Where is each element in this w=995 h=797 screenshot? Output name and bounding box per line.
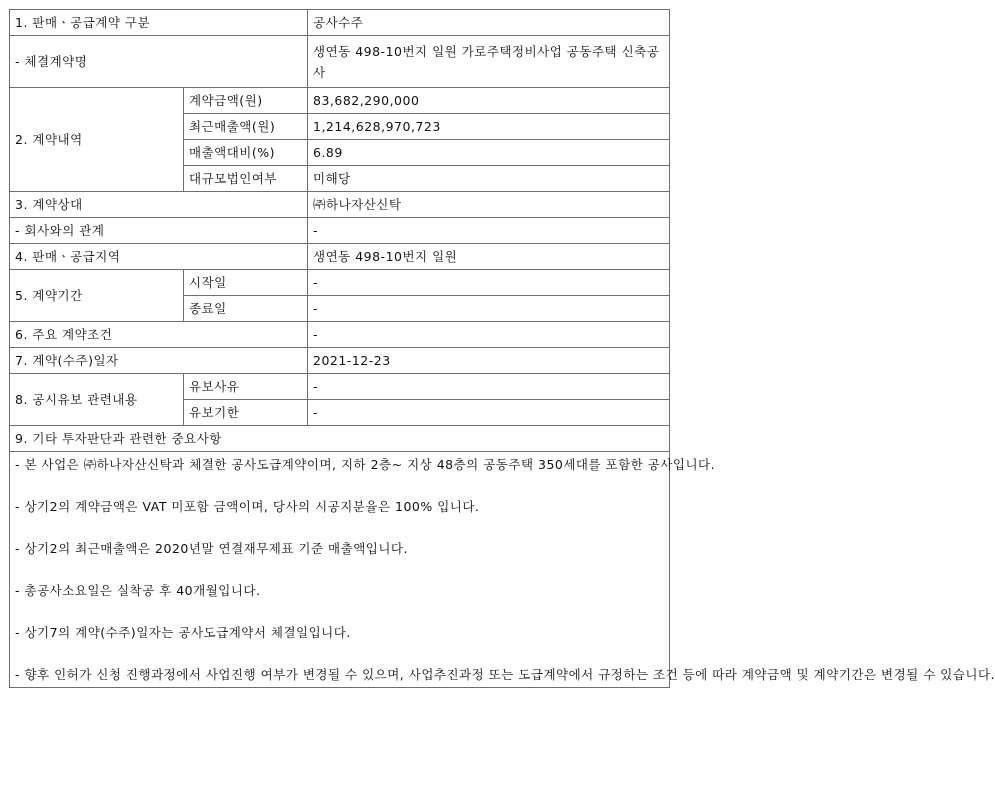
row-contract-date	[10, 348, 670, 374]
other-label: 9. 기타 투자판단과 관련한 중요사항	[10, 426, 670, 452]
row-contract-amount	[10, 88, 670, 114]
row-deferral-reason	[10, 374, 670, 400]
contract-details-label: 2. 계약내역	[10, 88, 184, 192]
note-item: - 본 사업은 ㈜하나자산신탁과 체결한 공사도급계약이며, 지하 2층~ 지상 48층의 공동주택 350세대를 포함한 공사입니다.	[15, 457, 716, 472]
contract-name-label: - 체결계약명	[10, 36, 308, 88]
region-label: 4. 판매ㆍ공급지역	[10, 244, 308, 270]
row-sales-type	[10, 10, 670, 36]
period-start-label: 시작일	[184, 270, 308, 296]
row-relationship	[10, 218, 670, 244]
row-counterparty	[10, 192, 670, 218]
main-terms-value: -	[308, 322, 670, 348]
deferral-deadline-value: -	[308, 400, 670, 426]
note-item: - 향후 인허가 신청 진행과정에서 사업진행 여부가 변경될 수 있으며, 사업추진과정 또는 도급계약에서 규정하는 조건 등에 따라 계약금액 및 계약기간은 변경될 수 있습니다.	[15, 667, 995, 682]
note-item: - 상기7의 계약(수주)일자는 공사도급계약서 체결일입니다.	[15, 625, 351, 640]
deferral-label: 8. 공시유보 관련내용	[10, 374, 184, 426]
row-region	[10, 244, 670, 270]
sales-ratio-value: 6.89	[308, 140, 670, 166]
contract-name-value: 생연동 498-10번지 일원 가로주택정비사업 공동주택 신축공사	[308, 36, 670, 88]
row-other-header	[10, 426, 670, 452]
contract-amount-value: 83,682,290,000	[308, 88, 670, 114]
disclosure-table	[9, 9, 995, 688]
sales-type-value: 공사수주	[308, 10, 670, 36]
note-item: - 상기2의 계약금액은 VAT 미포함 금액이며, 당사의 시공지분율은 100% 입니다.	[15, 499, 480, 514]
large-corp-value: 미해당	[308, 166, 670, 192]
row-main-terms	[10, 322, 670, 348]
region-value: 생연동 498-10번지 일원	[308, 244, 670, 270]
sales-type-label: 1. 판매ㆍ공급계약 구분	[10, 10, 308, 36]
row-notes	[10, 452, 670, 688]
recent-sales-label: 최근매출액(원)	[184, 114, 308, 140]
period-label: 5. 계약기간	[10, 270, 184, 322]
main-terms-label: 6. 주요 계약조건	[10, 322, 308, 348]
notes-cell	[10, 452, 995, 688]
deferral-reason-label: 유보사유	[184, 374, 308, 400]
deferral-reason-value: -	[308, 374, 670, 400]
contract-date-value: 2021-12-23	[308, 348, 670, 374]
counterparty-value: ㈜하나자산신탁	[308, 192, 670, 218]
recent-sales-value: 1,214,628,970,723	[308, 114, 670, 140]
row-period-start	[10, 270, 670, 296]
contract-date-label: 7. 계약(수주)일자	[10, 348, 308, 374]
period-end-value: -	[308, 296, 670, 322]
large-corp-label: 대규모법인여부	[184, 166, 308, 192]
period-end-label: 종료일	[184, 296, 308, 322]
period-start-value: -	[308, 270, 670, 296]
deferral-deadline-label: 유보기한	[184, 400, 308, 426]
relationship-label: - 회사와의 관계	[10, 218, 308, 244]
row-contract-name	[10, 36, 670, 88]
counterparty-label: 3. 계약상대	[10, 192, 308, 218]
note-item: - 상기2의 최근매출액은 2020년말 연결재무제표 기준 매출액입니다.	[15, 541, 408, 556]
contract-amount-label: 계약금액(원)	[184, 88, 308, 114]
note-item: - 총공사소요일은 실착공 후 40개월입니다.	[15, 583, 261, 598]
sales-ratio-label: 매출액대비(%)	[184, 140, 308, 166]
relationship-value: -	[308, 218, 670, 244]
